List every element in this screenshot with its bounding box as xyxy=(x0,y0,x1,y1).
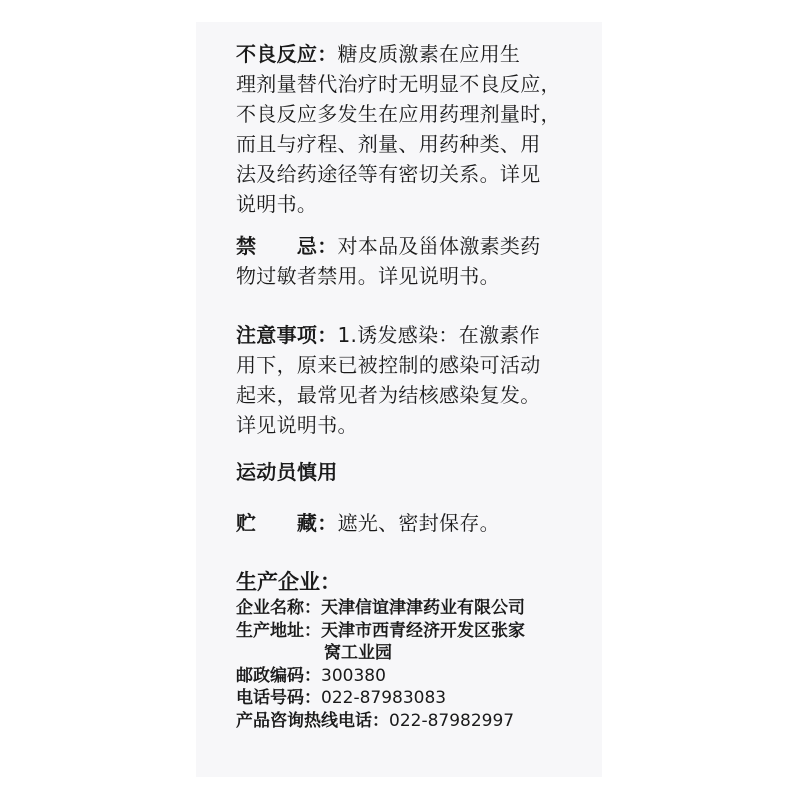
company-name-label: 企业名称： xyxy=(236,598,321,618)
address-value: 天津市西青经济开发区张家 xyxy=(321,620,525,641)
manufacturer-details xyxy=(236,597,586,732)
precautions-line: 详见说明书。 xyxy=(236,413,358,437)
adverse-reactions-line: 糖皮质激素在应用生 xyxy=(337,42,521,66)
storage-label: 贮 藏 xyxy=(236,511,318,535)
adverse-reactions-label: 不良反应 xyxy=(236,42,318,66)
athlete-warning: 运动员慎用 xyxy=(236,460,338,484)
adverse-reactions-line: 不良反应多发生在应用药理剂量时， xyxy=(236,102,561,126)
precautions-section xyxy=(236,320,586,440)
adverse-reactions-line: 说明书。 xyxy=(236,192,318,216)
hotline-label: 产品咨询热线电话： xyxy=(236,710,389,731)
address-value-continued: 窝工业园 xyxy=(324,643,392,663)
precautions-label: 注意事项 xyxy=(236,323,318,347)
contraindications-label: 禁 忌 xyxy=(236,234,318,258)
storage-section xyxy=(236,508,586,538)
address-label: 生产地址： xyxy=(236,620,321,641)
adverse-reactions-line: 法及给药途径等有密切关系。详见 xyxy=(236,162,541,186)
contraindications-line: 物过敏者禁用。详见说明书。 xyxy=(236,264,500,288)
package-insert-panel xyxy=(196,22,602,777)
precautions-colon: ： xyxy=(317,323,338,347)
company-name-value: 天津信谊津津药业有限公司 xyxy=(321,598,525,618)
adverse-reactions-colon: ： xyxy=(317,42,338,66)
phone-value: 022-87983083 xyxy=(321,688,447,708)
precautions-line: 1.诱发感染：在激素作 xyxy=(337,323,540,347)
postcode-label: 邮政编码： xyxy=(236,665,321,686)
precautions-line: 起来，最常见者为结核感染复发。 xyxy=(236,383,541,407)
precautions-line: 用下，原来已被控制的感染可活动 xyxy=(236,353,541,377)
hotline-value: 022-87982997 xyxy=(389,710,515,731)
adverse-reactions-line: 而且与疗程、剂量、用药种类、用 xyxy=(236,132,541,156)
adverse-reactions-line: 理剂量替代治疗时无明显不良反应， xyxy=(236,72,561,96)
phone-label: 电话号码： xyxy=(236,688,321,708)
postcode-value: 300380 xyxy=(321,665,386,686)
adverse-reactions-section xyxy=(236,39,586,219)
manufacturer-heading: 生产企业： xyxy=(236,570,341,594)
contraindications-section xyxy=(236,231,586,291)
storage-value: 遮光、密封保存。 xyxy=(337,511,500,535)
contraindications-colon: ： xyxy=(317,234,338,258)
contraindications-line: 对本品及甾体激素类药 xyxy=(337,234,541,258)
storage-colon: ： xyxy=(317,511,338,535)
